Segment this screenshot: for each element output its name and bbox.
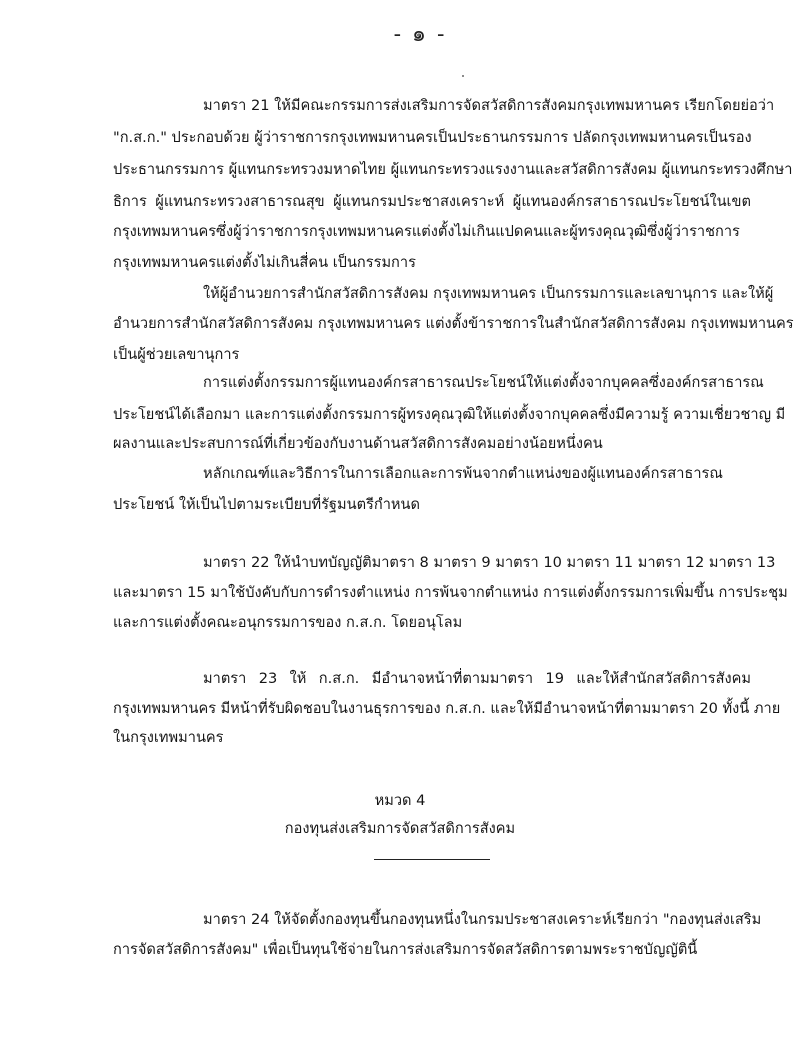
page-number: - ๑ - — [393, 22, 447, 47]
section-21-para3-line-3: ผลงานและประสบการณ์ที่เกี่ยวข้องกับงานด้านสวัสดิการสังคมอย่างน้อยหนึ่งคน — [113, 435, 603, 452]
section-21-para4-line-1: หลักเกณฑ์และวิธีการในการเลือกและการพ้นจากตำแหน่งของผู้แทนองค์กรสาธารณ — [203, 465, 723, 482]
chapter-title: กองทุนส่งเสริมการจัดสวัสดิการสังคม — [284, 820, 516, 837]
section-21-line-4: ธิการ ผู้แทนกระทรวงสาธารณสุข ผู้แทนกรมประชาสงเคราะห์ ผู้แทนองค์กรสาธารณประโยชน์ในเขต — [113, 193, 751, 210]
section-21-line-1: มาตรา 21 ให้มีคณะกรรมการส่งเสริมการจัดสวัสดิการสังคมกรุงเทพมหานคร เรียกโดยย่อว่า — [203, 97, 775, 114]
section-22-line-2: และมาตรา 15 มาใช้บังคับกับการดำรงตำแหน่ง การพ้นจากตำแหน่ง การแต่งตั้งกรรมการเพิ่มขึ้น การประชุม — [113, 584, 788, 601]
section-22-line-3: และการแต่งตั้งคณะอนุกรรมการของ ก.ส.ก. โดยอนุโลม — [113, 614, 463, 631]
section-21-para3-line-1: การแต่งตั้งกรรมการผู้แทนองค์กรสาธารณประโยชน์ให้แต่งตั้งจากบุคคลซึ่งองค์กรสาธารณ — [203, 374, 764, 391]
section-21-para2-line-2: อำนวยการสำนักสวัสดิการสังคม กรุงเทพมหานคร แต่งตั้งข้าราชการในสำนักสวัสดิการสังคม กรุงเทพมหานคร — [113, 315, 794, 332]
section-21-line-3: ประธานกรรมการ ผู้แทนกระทรวงมหาดไทย ผู้แทนกระทรวงแรงงานและสวัสดิการสังคม ผู้แทนกระทรวงศึกษา — [113, 161, 793, 178]
section-24-line-2: การจัดสวัสดิการสังคม" เพื่อเป็นทุนใช้จ่ายในการส่งเสริมการจัดสวัสดิการตามพระราชบัญญัตินี้ — [113, 941, 698, 958]
section-23-line-1: มาตรา 23 ให้ ก.ส.ก. มีอำนาจหน้าที่ตามมาตรา 19 และให้สำนักสวัสดิการสังคม — [203, 670, 751, 687]
section-24-line-1: มาตรา 24 ให้จัดตั้งกองทุนขึ้นกองทุนหนึ่งในกรมประชาสงเคราะห์เรียกว่า "กองทุนส่งเสริม — [203, 911, 762, 928]
section-23-line-3: ในกรุงเทพมานคร — [113, 729, 224, 746]
section-21-line-6: กรุงเทพมหานครแต่งตั้งไม่เกินสี่คน เป็นกรรมการ — [113, 254, 416, 271]
section-21-para2-line-3: เป็นผู้ช่วยเลขานุการ — [113, 346, 240, 363]
section-21-para4-line-2: ประโยชน์ ให้เป็นไปตามระเบียบที่รัฐมนตรีกำหนด — [113, 496, 420, 513]
chapter-number: หมวด 4 — [374, 792, 426, 809]
scan-speck — [462, 75, 464, 77]
chapter-divider — [374, 859, 490, 860]
section-21-line-2: "ก.ส.ก." ประกอบด้วย ผู้ว่าราชการกรุงเทพมหานครเป็นประธานกรรมการ ปลัดกรุงเทพมหานครเป็นรอง — [113, 129, 752, 146]
section-21-para3-line-2: ประโยชน์ได้เลือกมา และการแต่งตั้งกรรมการผู้ทรงคุณวุฒิให้แต่งตั้งจากบุคคลซึ่งมีความรู้ ความเชี่ยวชาญ มี — [113, 406, 786, 423]
section-22-line-1: มาตรา 22 ให้นำบทบัญญัติมาตรา 8 มาตรา 9 มาตรา 10 มาตรา 11 มาตรา 12 มาตรา 13 — [203, 554, 776, 571]
section-23-line-2: กรุงเทพมหานคร มีหน้าที่รับผิดชอบในงานธุรการของ ก.ส.ก. และให้มีอำนาจหน้าที่ตามมาตรา 20 ทั้งนี้ ภาย — [113, 700, 781, 717]
section-21-para2-line-1: ให้ผู้อำนวยการสำนักสวัสดิการสังคม กรุงเทพมหานคร เป็นกรรมการและเลขานุการ และให้ผู้ — [203, 285, 774, 302]
section-21-line-5: กรุงเทพมหานครซึ่งผู้ว่าราชการกรุงเทพมหานครแต่งตั้งไม่เกินแปดคนและผู้ทรงคุณวุฒิซึ่งผู้ว่าราชการ — [113, 223, 740, 240]
